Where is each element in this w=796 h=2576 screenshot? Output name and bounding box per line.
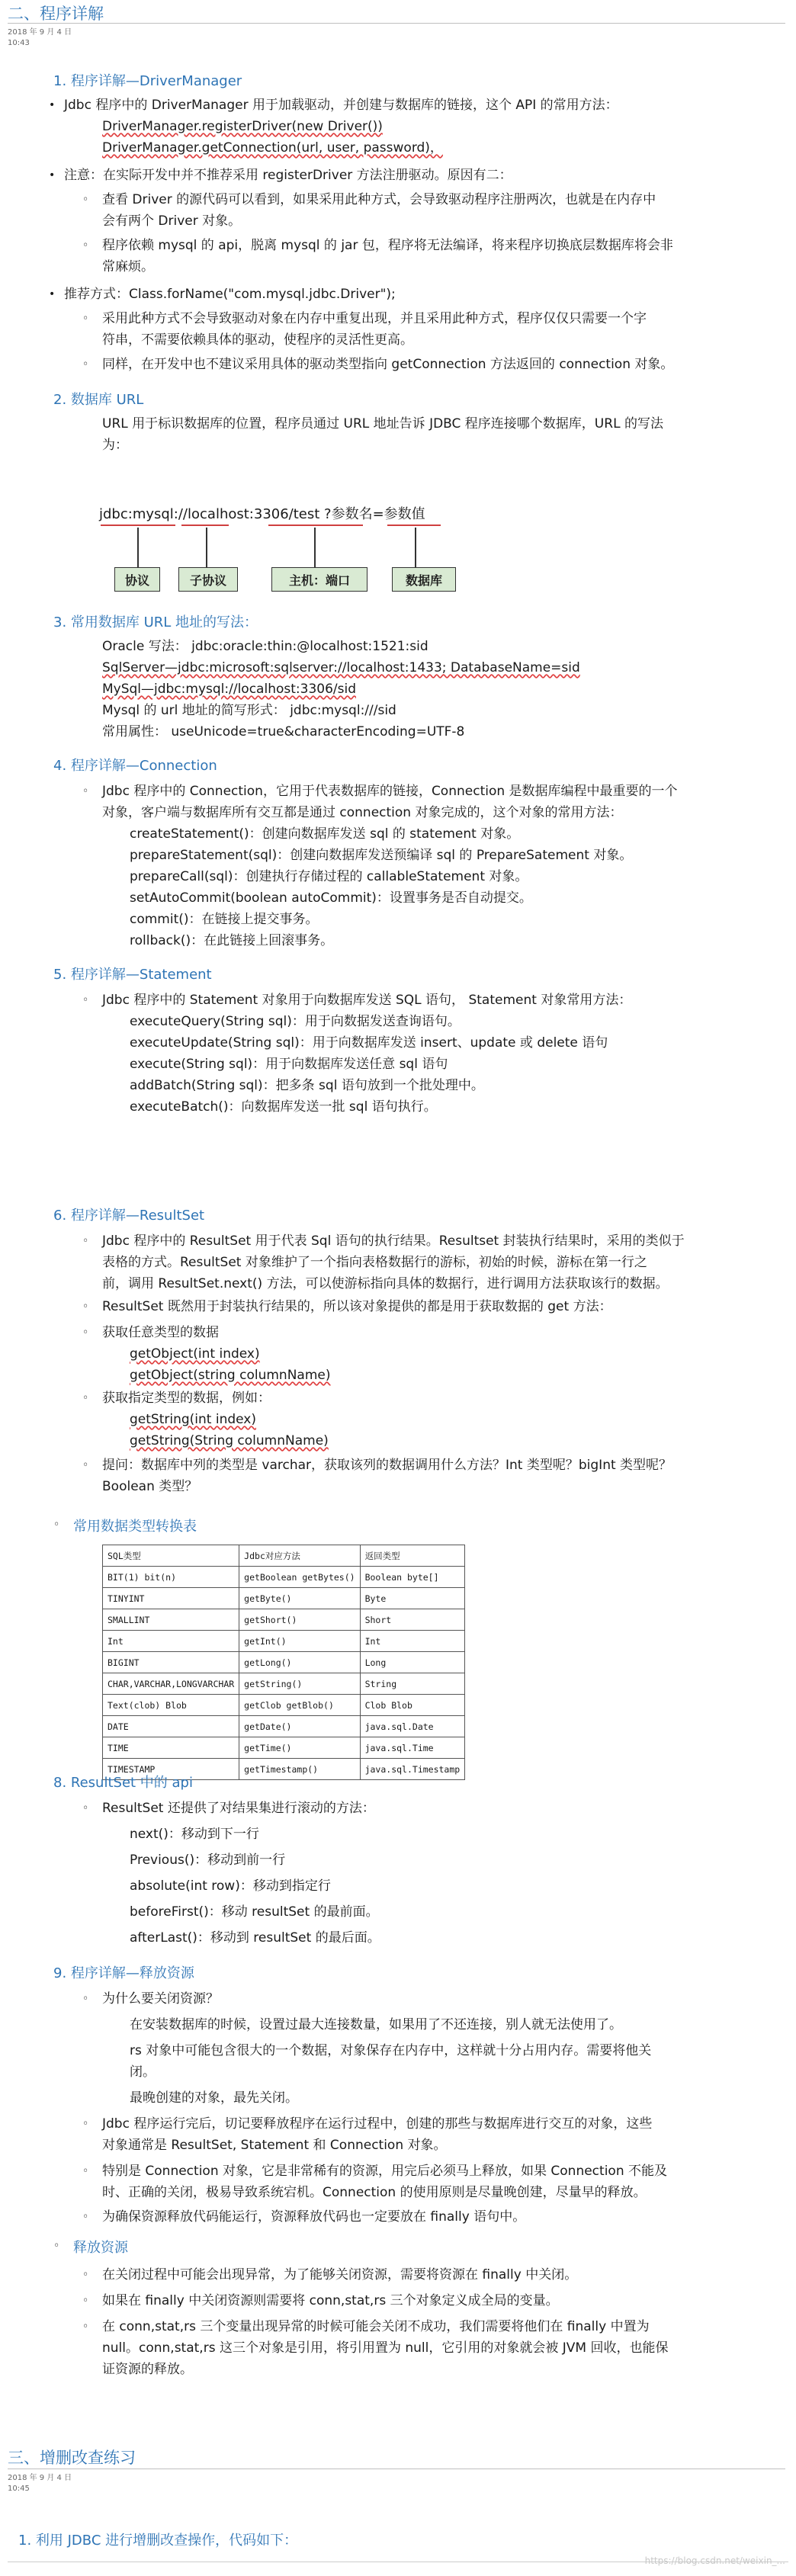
circle-bullet-icon: ◦: [82, 1802, 89, 1814]
table-cell: java.sql.Timestamp: [360, 1759, 465, 1780]
text-line: 常用属性： useUnicode=true&characterEncoding=UTF-8: [102, 724, 465, 739]
text-line: 对象，客户端与数据库所有交互都是通过 connection 对象完成的，这个对象的常用方法：: [102, 805, 623, 820]
section-date: 2018 年 9 月 4 日: [8, 28, 72, 37]
table-cell: TINYINT: [103, 1588, 239, 1609]
table-cell: getDate(): [239, 1716, 360, 1737]
heading-release-resources: 9. 程序详解—释放资源: [53, 1965, 194, 1981]
circle-bullet-icon: ◦: [82, 2269, 89, 2281]
circle-bullet-icon: ◦: [82, 2295, 89, 2307]
bullet-icon: •: [49, 99, 56, 111]
diagram-box-protocol: 协议: [114, 567, 160, 592]
code-line: DriverManager.getConnection(url, user, password)，: [102, 140, 443, 156]
text-line: 时、正确的关闭，极易导致系统宕机。Connection 的使用原则是尽量晚创建，尽量早的释放。: [102, 2185, 647, 2200]
text-line: 证资源的释放。: [102, 2362, 193, 2377]
text-line: Jdbc 程序中的 ResultSet 用于代表 Sql 语句的执行结果。Resultset 封装执行结果时，采用的类似于: [102, 1233, 685, 1249]
method-line: createStatement()：创建向数据库发送 sql 的 statement 对象。: [130, 826, 520, 842]
table-cell: TIMESTAMP: [103, 1759, 239, 1780]
section-time: 10:45: [8, 2485, 30, 2493]
table-row: [103, 1737, 465, 1759]
circle-bullet-icon: ◦: [82, 2321, 89, 2333]
circle-bullet-icon: ◦: [82, 2118, 89, 2130]
text-line: 为：: [102, 438, 128, 453]
table-row: [103, 1716, 465, 1737]
table-header-cell: 返回类型: [360, 1545, 465, 1567]
circle-bullet-icon: ◦: [82, 785, 89, 797]
table-cell: getShort(): [239, 1609, 360, 1631]
text-line: 在安装数据库的时候，设置过最大连接数量，如果用了不还连接，别人就无法使用了。: [130, 2017, 622, 2032]
table-cell: java.sql.Date: [360, 1716, 465, 1737]
text-line: 如果在 finally 中关闭资源则需要将 conn,stat,rs 三个对象定义成全局的变量。: [102, 2293, 559, 2308]
method-line: rollback()：在此链接上回滚事务。: [130, 933, 334, 948]
section-date: 2018 年 9 月 4 日: [8, 2474, 72, 2482]
text-line: Jdbc 程序运行完后，切记要释放程序在运行过程中，创建的那些与数据库进行交互的对象，这些: [102, 2116, 653, 2132]
heading-connection: 4. 程序详解—Connection: [53, 758, 217, 774]
text-line: 常麻烦。: [102, 259, 154, 274]
circle-bullet-icon: ◦: [82, 2165, 89, 2177]
method-line: execute(String sql)：用于向数据库发送任意 sql 语句: [130, 1057, 448, 1072]
method-line: executeUpdate(String sql)：用于向数据库发送 insert、update 或 delete 语句: [130, 1035, 608, 1051]
table-cell: getString(): [239, 1673, 360, 1695]
text-line: 查看 Driver 的源代码可以看到，如果采用此种方式，会导致驱动程序注册两次，也就是在内存中: [102, 192, 656, 207]
table-cell: Long: [360, 1652, 465, 1673]
section-time: 10:43: [8, 39, 30, 47]
table-row: [103, 1673, 465, 1695]
bullet-icon: •: [49, 169, 56, 181]
method-line: addBatch(String sql)：把多条 sql 语句放到一个批处理中。: [130, 1078, 484, 1093]
url-segment-underline: [268, 525, 363, 526]
table-header-cell: Jdbc对应方法: [239, 1545, 360, 1567]
code-line: DriverManager.registerDriver(new Driver()): [102, 119, 383, 134]
table-cell: getTime(): [239, 1737, 360, 1759]
circle-bullet-icon: ◦: [82, 194, 89, 206]
method-line: setAutoCommit(boolean autoCommit)：设置事务是否自动提交。: [130, 890, 532, 906]
table-cell: getTimestamp(): [239, 1759, 360, 1780]
url-segment-underline: [387, 525, 441, 526]
table-cell: CHAR,VARCHAR,LONGVARCHAR: [103, 1673, 239, 1695]
circle-bullet-icon: ◦: [82, 358, 89, 371]
heading-resultset: 6. 程序详解—ResultSet: [53, 1208, 205, 1224]
arrow-icon: [415, 528, 416, 567]
text-line: MySql—jdbc:mysql://localhost:3306/sid: [102, 682, 356, 697]
table-cell: java.sql.Time: [360, 1737, 465, 1759]
diagram-box-subprotocol: 子协议: [178, 567, 238, 592]
text-line: ResultSet 还提供了对结果集进行滚动的方法：: [102, 1801, 375, 1816]
method-line: afterLast()：移动到 resultSet 的最后面。: [130, 1930, 380, 1946]
method-line: beforeFirst()：移动 resultSet 的最前面。: [130, 1904, 379, 1920]
method-line: executeQuery(String sql)：用于向数据发送查询语句。: [130, 1014, 461, 1029]
text-line: 采用此种方式不会导致驱动对象在内存中重复出现，并且采用此种方式，程序仅仅只需要一个字: [102, 311, 647, 326]
text-line: Jdbc 程序中的 Connection，它用于代表数据库的链接，Connection 是数据库编程中最重要的一个: [102, 784, 678, 799]
text-line: Jdbc 程序中的 DriverManager 用于加载驱动，并创建与数据库的链接，这个 API 的常用方法：: [64, 98, 618, 113]
circle-bullet-icon: ◦: [82, 1993, 89, 2005]
method-line: Previous()：移动到前一行: [130, 1853, 286, 1868]
heading-resultset-api: 8. ResultSet 中的 api: [53, 1775, 193, 1791]
text-line: 提问：数据库中列的类型是 varchar，获取该列的数据调用什么方法？Int 类型呢？bigInt 类型呢？: [102, 1458, 672, 1473]
table-cell: Int: [103, 1631, 239, 1652]
method-line: next()：移动到下一行: [130, 1827, 259, 1842]
table-cell: getClob getBlob(): [239, 1695, 360, 1716]
table-row: [103, 1609, 465, 1631]
table-row: [103, 1567, 465, 1588]
code-line: getString(String columnName): [130, 1433, 329, 1448]
section-title: 三、增删改查练习: [8, 2449, 136, 2467]
text-line: SqlServer—jdbc:microsoft:sqlserver://localhost:1433; DatabaseName=sid: [102, 660, 580, 675]
table-cell: getByte(): [239, 1588, 360, 1609]
text-line: ResultSet 既然用于封装执行结果的，所以该对象提供的都是用于获取数据的 get 方法：: [102, 1299, 612, 1314]
text-line: Jdbc 程序中的 Statement 对象用于向数据库发送 SQL 语句， Statement 对象常用方法：: [102, 993, 632, 1008]
heading-crud-item: 1. 利用 JDBC 进行增删改查操作，代码如下：: [18, 2533, 298, 2549]
table-cell: BIT(1) bit(n): [103, 1567, 239, 1588]
table-cell: TIME: [103, 1737, 239, 1759]
circle-bullet-icon: ◦: [53, 1519, 60, 1531]
text-line: 前，调用 ResultSet.next() 方法，可以使游标指向具体的数据行，进行调用方法获取该行的数据。: [102, 1276, 669, 1291]
table-cell: Int: [360, 1631, 465, 1652]
heading-database-url: 2. 数据库 URL: [53, 392, 144, 408]
table-row: [103, 1588, 465, 1609]
table-cell: Text(clob) Blob: [103, 1695, 239, 1716]
circle-bullet-icon: ◦: [82, 1459, 89, 1471]
method-line: prepareCall(sql)：创建执行存储过程的 callableStatement 对象。: [130, 869, 528, 884]
table-cell: BIGINT: [103, 1652, 239, 1673]
text-line: 符串，不需要依赖具体的驱动，使程序的灵活性更高。: [102, 332, 413, 348]
type-conversion-table: [102, 1545, 465, 1780]
text-line: 获取指定类型的数据，例如：: [102, 1391, 271, 1406]
url-segment-underline: [101, 525, 175, 526]
text-line: 注意：在实际开发中并不推荐采用 registerDriver 方法注册驱动。原因有二：: [64, 168, 512, 183]
section-divider: [8, 23, 785, 24]
text-line: 闭。: [130, 2064, 156, 2080]
method-line: prepareStatement(sql)：创建向数据库发送预编译 sql 的 PrepareSatement 对象。: [130, 848, 633, 863]
table-header-row: [103, 1545, 465, 1567]
circle-bullet-icon: ◦: [82, 1301, 89, 1313]
arrow-icon: [314, 528, 316, 567]
text-line: 在关闭过程中可能会出现异常，为了能够关闭资源，需要将资源在 finally 中关闭。: [102, 2267, 578, 2282]
text-line: 程序依赖 mysql 的 api，脱离 mysql 的 jar 包，程序将无法编译，将来程序切换底层数据库将会非: [102, 238, 673, 253]
text-line: Oracle 写法： jdbc:oracle:thin:@localhost:1521:sid: [102, 639, 428, 654]
text-line: 表格的方式。ResultSet 对象维护了一个指向表格数据行的游标，初始的时候，游标在第一行之: [102, 1255, 647, 1270]
text-line: 最晚创建的对象，最先关闭。: [130, 2090, 298, 2106]
table-cell: getLong(): [239, 1652, 360, 1673]
table-cell: Byte: [360, 1588, 465, 1609]
circle-bullet-icon: ◦: [82, 994, 89, 1006]
text-line: 特别是 Connection 对象，它是非常稀有的资源，用完后必须马上释放，如果 Connection 不能及: [102, 2164, 667, 2179]
arrow-icon: [137, 528, 139, 567]
table-header-cell: SQL类型: [103, 1545, 239, 1567]
text-line: 在 conn,stat,rs 三个变量出现异常的时候可能会关闭不成功，我们需要将他们在 finally 中置为: [102, 2319, 650, 2334]
url-segment-underline: [181, 525, 229, 526]
watermark-text: https://blog.csdn.net/weixin_...: [644, 2555, 785, 2566]
arrow-icon: [206, 528, 207, 567]
section-title: 二、程序详解: [8, 5, 104, 23]
circle-bullet-icon: ◦: [53, 2240, 60, 2252]
diagram-box-database: 数据库: [392, 567, 456, 592]
url-diagram-text: jdbc:mysql://localhost:3306/test ?参数名=参数值: [99, 506, 425, 522]
heading-release-resources-sub: 释放资源: [73, 2240, 128, 2256]
table-cell: Short: [360, 1609, 465, 1631]
circle-bullet-icon: ◦: [82, 1326, 89, 1339]
table-cell: Clob Blob: [360, 1695, 465, 1716]
text-line: rs 对象中可能包含很大的一个数据，对象保存在内存中，这样就十分占用内存。需要将他关: [130, 2043, 652, 2058]
code-line: getObject(int index): [130, 1346, 260, 1362]
code-line: getObject(string columnName): [130, 1368, 331, 1383]
circle-bullet-icon: ◦: [82, 239, 89, 252]
diagram-box-host-port: 主机：端口: [271, 567, 368, 592]
table-cell: getInt(): [239, 1631, 360, 1652]
text-line: null。conn,stat,rs 这三个对象是引用，将引用置为 null，它引用的对象就会被 JVM 回收，也能保: [102, 2340, 669, 2356]
text-line: 对象通常是 ResultSet, Statement 和 Connection 对象。: [102, 2138, 447, 2153]
circle-bullet-icon: ◦: [82, 313, 89, 325]
text-line: 推荐方式：Class.forName("com.mysql.jdbc.Driver");: [64, 287, 396, 302]
table-row: [103, 1695, 465, 1716]
heading-type-table: 常用数据类型转换表: [73, 1519, 197, 1535]
table-cell: DATE: [103, 1716, 239, 1737]
circle-bullet-icon: ◦: [82, 1392, 89, 1404]
table-cell: getBoolean getBytes(): [239, 1567, 360, 1588]
table-cell: String: [360, 1673, 465, 1695]
table-row: [103, 1652, 465, 1673]
bullet-icon: •: [49, 288, 56, 300]
method-line: commit()：在链接上提交事务。: [130, 912, 319, 927]
text-line: 获取任意类型的数据: [102, 1325, 219, 1340]
text-line: 为什么要关闭资源？: [102, 1991, 219, 2007]
text-line: 为确保资源释放代码能运行，资源释放代码也一定要放在 finally 语句中。: [102, 2209, 526, 2225]
text-line: 会有两个 Driver 对象。: [102, 213, 242, 229]
circle-bullet-icon: ◦: [82, 2211, 89, 2223]
method-line: absolute(int row)：移动到指定行: [130, 1878, 331, 1894]
heading-drivermanager: 1. 程序详解—DriverManager: [53, 73, 242, 89]
heading-url-forms: 3. 常用数据库 URL 地址的写法：: [53, 614, 258, 630]
table-cell: Boolean byte[]: [360, 1567, 465, 1588]
table-row: [103, 1631, 465, 1652]
heading-statement: 5. 程序详解—Statement: [53, 967, 212, 983]
text-line: URL 用于标识数据库的位置，程序员通过 URL 地址告诉 JDBC 程序连接哪个数据库，URL 的写法: [102, 416, 663, 431]
code-line: getString(int index): [130, 1412, 256, 1427]
circle-bullet-icon: ◦: [82, 1235, 89, 1247]
table-cell: SMALLINT: [103, 1609, 239, 1631]
text-line: Mysql 的 url 地址的简写形式： jdbc:mysql:///sid: [102, 703, 396, 718]
table-body: [103, 1567, 465, 1780]
method-line: executeBatch()：向数据库发送一批 sql 语句执行。: [130, 1099, 437, 1115]
text-line: 同样，在开发中也不建议采用具体的驱动类型指向 getConnection 方法返回的 connection 对象。: [102, 357, 674, 372]
text-line: Boolean 类型？: [102, 1479, 198, 1494]
